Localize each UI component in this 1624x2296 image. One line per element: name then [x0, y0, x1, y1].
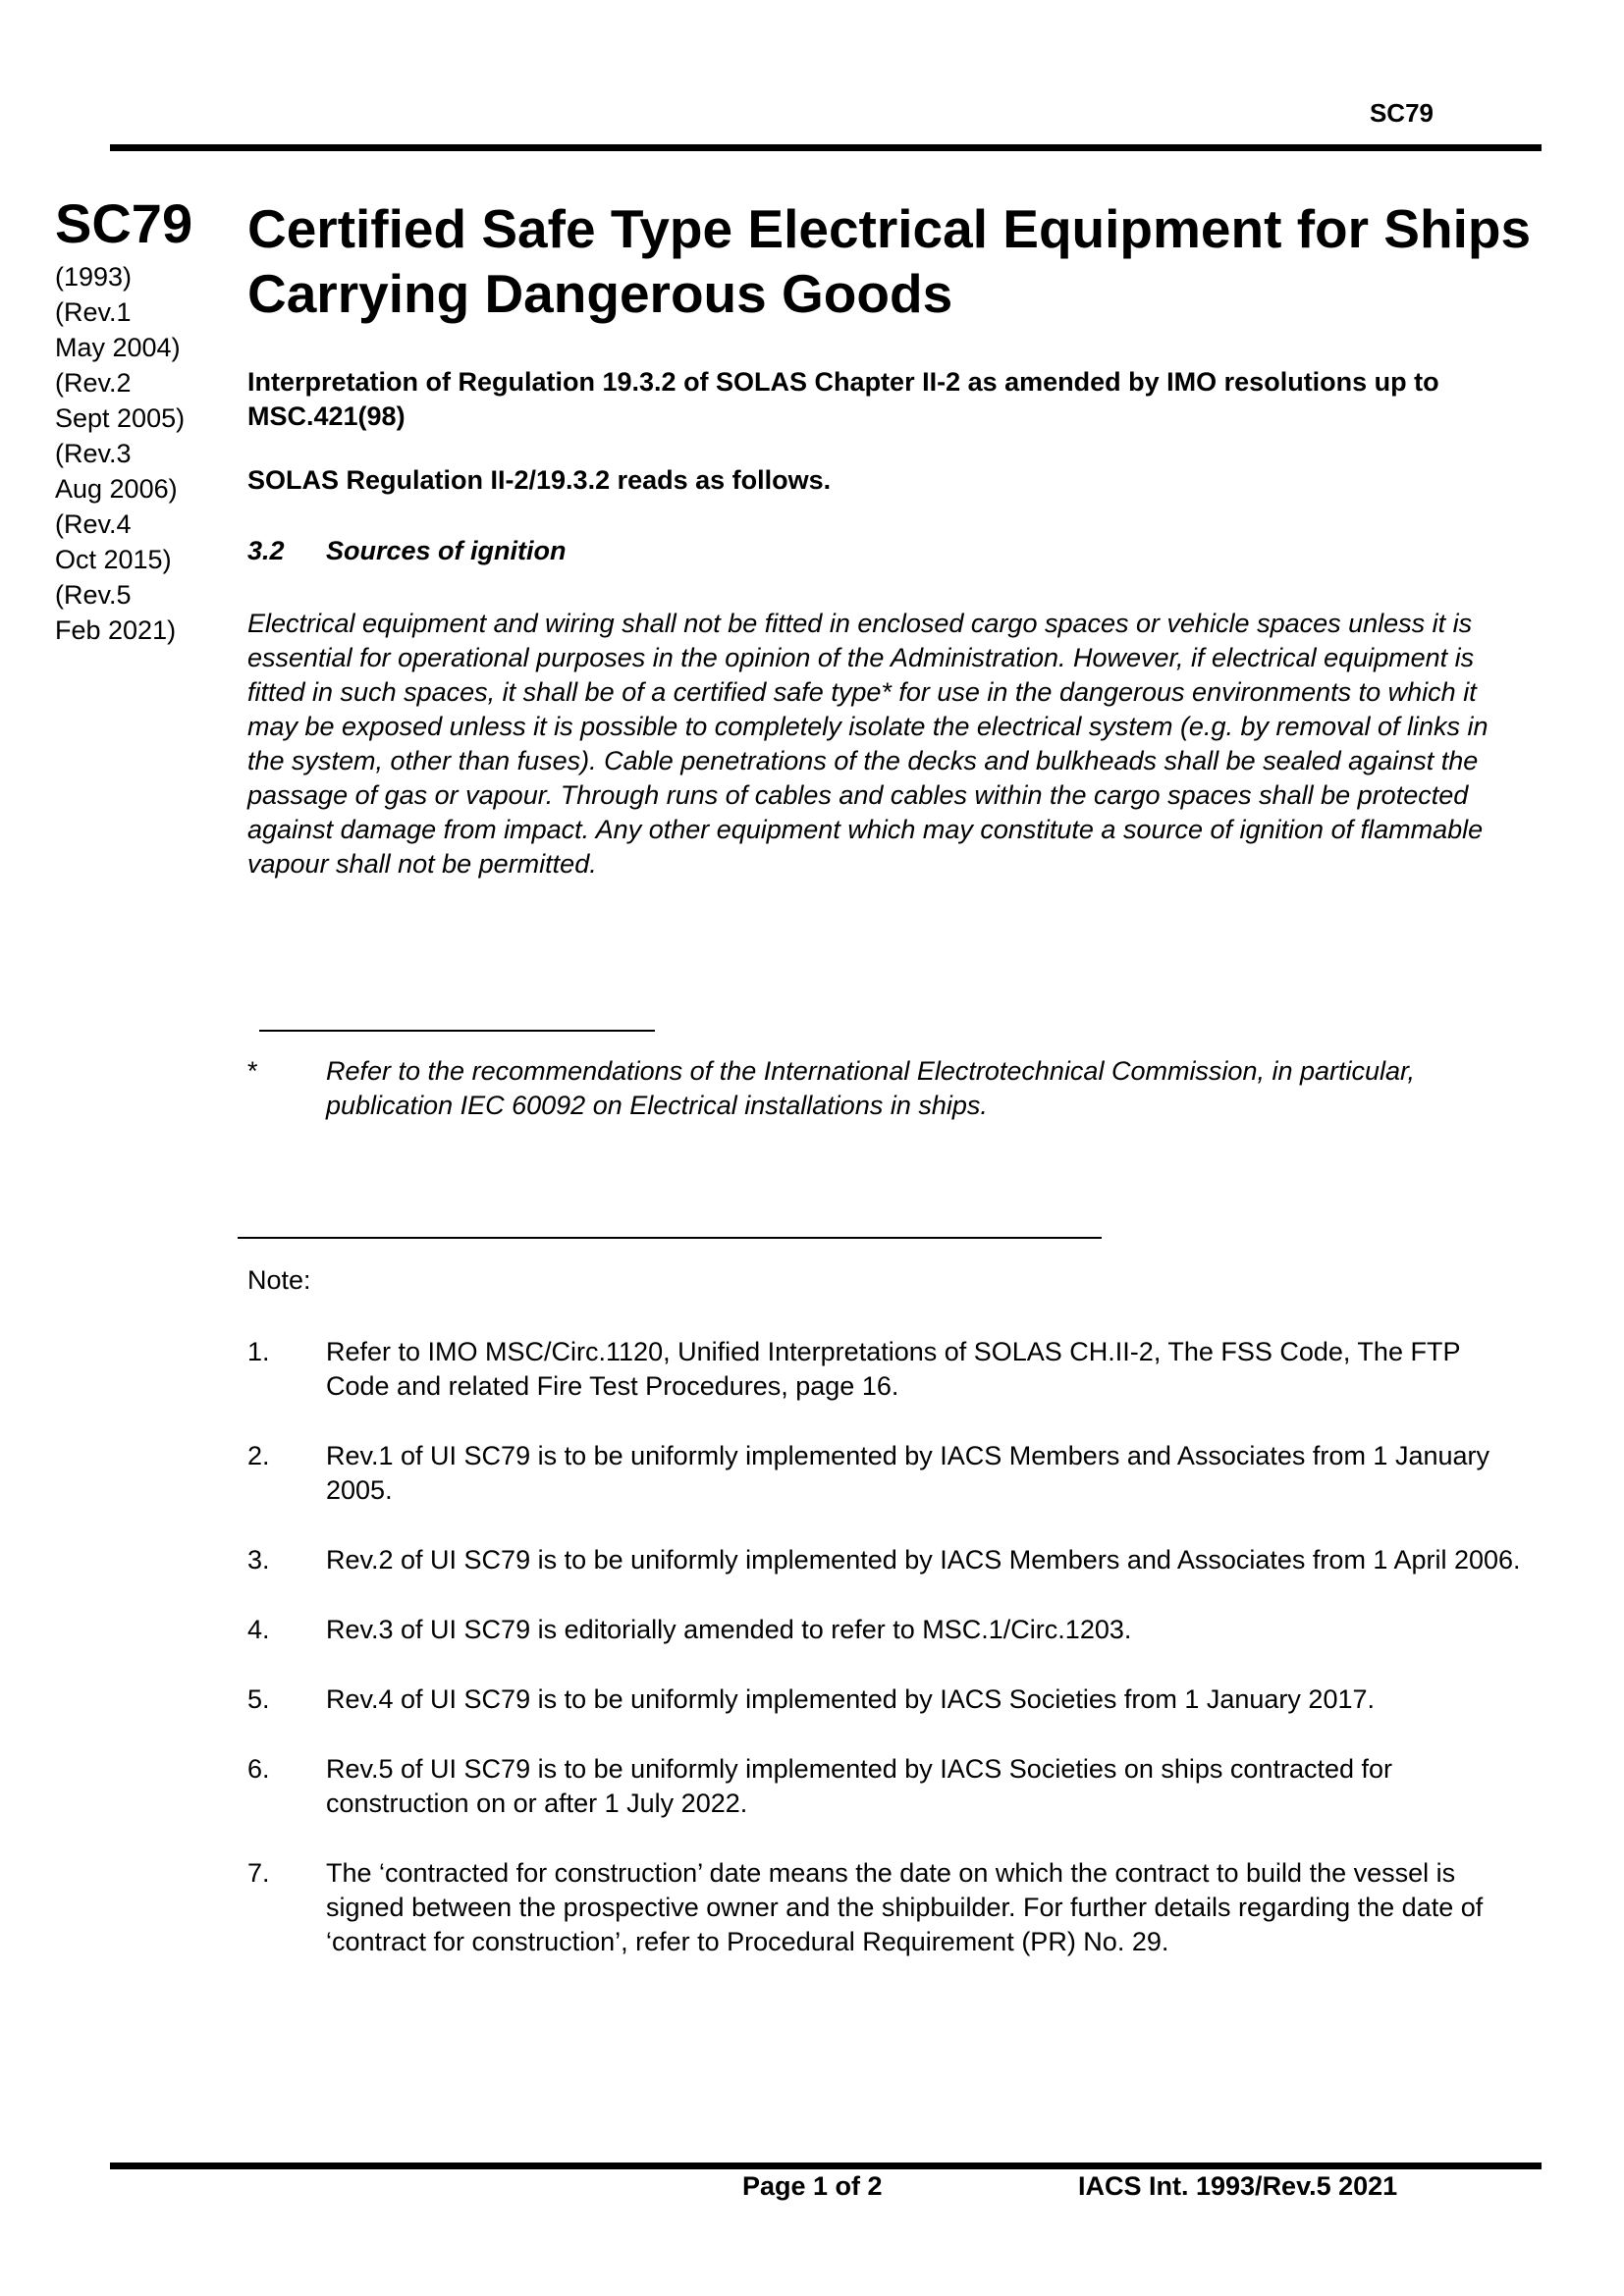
revision-line: (Rev.2 [55, 368, 132, 398]
footnote-mark: * [247, 1056, 258, 1086]
notes-divider [238, 1237, 1102, 1239]
regulation-text: Electrical equipment and wiring shall not be fitted in enclosed cargo spaces or vehicle spaces unless it is essential for operational purposes in the opinion of the Administration. However, if electrical equipment is fitted in such spaces, it shall be of a certified safe type* for use in the dangerous environments to which it may be exposed unless it is possible to completely isolate the electrical system (e.g. by removal of links in the system, other than fuses). Cable penetrations of the decks and bulkheads shall be sealed against the passage of gas or vapour. Through runs of cables and cables within the cargo spaces shall be protected against damage from impact. Any other equipment which may constitute a source of ignition of flammable vapour shall not be permitted. [247, 609, 1489, 879]
note-text: The ‘contracted for construction’ date means the date on which the contract to build the vessel is signed between the prospective owner and the shipbuilder. For further details regarding the date of ‘contract for construction’, refer to Procedural Requirement (PR) No. 29. [326, 1858, 1484, 1956]
footnote-divider [259, 1030, 655, 1032]
revision-history [55, 259, 185, 648]
revision-line: (Rev.4 [55, 509, 132, 539]
revision-line: (Rev.5 [55, 580, 132, 610]
document-reference: IACS Int. 1993/Rev.5 2021 [1078, 2171, 1398, 2201]
note-number: 4. [247, 1615, 270, 1644]
interpretation-statement: Interpretation of Regulation 19.3.2 of SOLAS Chapter II-2 as amended by IMO resolutions up to MSC.421(98) [247, 367, 1439, 431]
section-heading [247, 536, 567, 566]
section-number: 3.2 [247, 536, 285, 565]
revision-line: Feb 2021) [55, 615, 177, 645]
note-text: Rev.3 of UI SC79 is editorially amended to refer to MSC.1/Circ.1203. [326, 1615, 1132, 1644]
note-text: Rev.1 of UI SC79 is to be uniformly implemented by IACS Members and Associates from 1 January 2005. [326, 1441, 1490, 1505]
footnote-text: Refer to the recommendations of the International Electrotechnical Commission, in particular, publication IEC 60092 on Electrical installations in ships. [326, 1056, 1416, 1120]
footnote [247, 1054, 1524, 1123]
note-text: Refer to IMO MSC/Circ.1120, Unified Interpretations of SOLAS CH.II-2, The FSS Code, The FTP Code and related Fire Test Procedures, page 16. [326, 1337, 1460, 1401]
page-number: Page 1 of 2 [742, 2171, 883, 2201]
revision-line: Aug 2006) [55, 474, 178, 504]
list-item [247, 1613, 1524, 1647]
note-number: 3. [247, 1545, 270, 1575]
revision-line: (Rev.3 [55, 439, 132, 468]
note-number: 6. [247, 1754, 270, 1784]
regulation-intro: SOLAS Regulation II-2/19.3.2 reads as follows. [247, 465, 832, 495]
note-number: 1. [247, 1337, 270, 1366]
sidebar-document-code: SC79 [55, 192, 193, 254]
list-item [247, 1752, 1524, 1821]
note-number: 5. [247, 1684, 270, 1714]
list-item [247, 1682, 1524, 1717]
list-item [247, 1439, 1524, 1508]
notes-list [247, 1335, 1524, 1995]
revision-line: (1993) [55, 262, 133, 292]
note-text: Rev.5 of UI SC79 is to be uniformly implemented by IACS Societies on ships contracted for construction on or after 1 July 2022. [326, 1754, 1392, 1818]
revision-line: May 2004) [55, 333, 181, 362]
list-item [247, 1335, 1524, 1404]
section-title: Sources of ignition [326, 536, 567, 565]
revision-line: Sept 2005) [55, 403, 186, 433]
note-number: 2. [247, 1441, 270, 1470]
page-title: Certified Safe Type Electrical Equipment for Ships Carrying Dangerous Goods [247, 198, 1532, 324]
revision-line: Oct 2015) [55, 545, 172, 574]
list-item [247, 1543, 1524, 1577]
note-text: Rev.4 of UI SC79 is to be uniformly implemented by IACS Societies from 1 January 2017. [326, 1684, 1375, 1714]
list-item [247, 1856, 1524, 1959]
note-text: Rev.2 of UI SC79 is to be uniformly implemented by IACS Members and Associates from 1 April 2006. [326, 1545, 1521, 1575]
note-number: 7. [247, 1858, 270, 1888]
notes-label: Note: [247, 1265, 311, 1295]
revision-line: (Rev.1 [55, 297, 132, 327]
footer-rule [110, 2163, 1542, 2169]
header-document-code: SC79 [1369, 98, 1434, 128]
header-rule [110, 144, 1542, 151]
